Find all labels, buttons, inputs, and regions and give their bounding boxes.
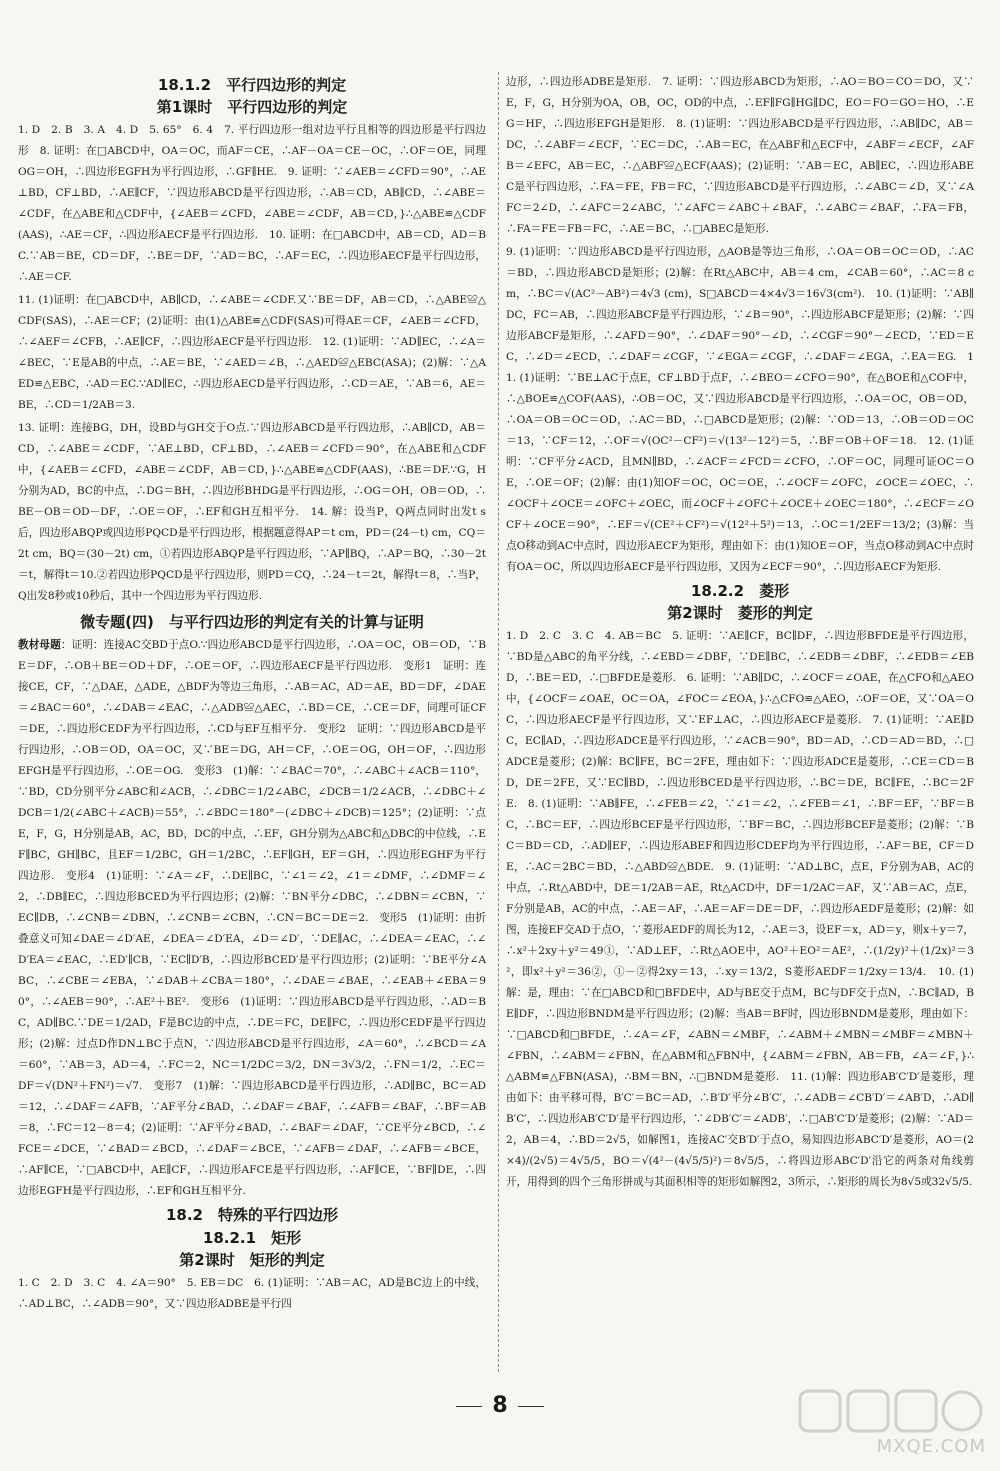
watermark-logo: [796, 1387, 986, 1457]
section-subtitle: 第2课时 菱形的判定: [667, 604, 813, 622]
dash-left: [456, 1406, 482, 1407]
dash-right: [518, 1406, 544, 1407]
answer-page: [18, 72, 982, 1372]
section-title: 微专题(四) 与平行四边形的判定有关的计算与证明: [80, 613, 424, 631]
answer-paragraph: 11. (1)证明：在□ABCD中，AB∥CD，∴∠ABE＝∠CDF.又∵BE＝DF，AB＝CD，∴△ABE≌△CDF(SAS)，∴AE＝CF；(2)证明：由(1)△ABE≌△CDF(SAS)可得AE＝CF，∠AEB＝∠CFD，∴∠AEF＝∠CFB，∴AE∥CF，∴四边形AECF是平行四边形. 12. (1)证明：∵AD∥EC，∴∠A＝∠BEC，∵E是AB的中点，∴AE＝BE，∵∠AED＝∠B，∴△AED≌△EBC(ASA)；(2)解：∵△AED≌△EBC，∴AD＝EC.∵AD∥EC，∴四边形AECD是平行四边形，∴CD＝AE，∵AB＝6，AE＝BE，∴CD＝1/2AB＝3.: [18, 294, 486, 411]
section-title: 18.2.1 矩形: [202, 1229, 302, 1247]
answer-paragraph: 1. C 2. D 3. C 4. ∠A＝90° 5. EB＝DC 6. (1)证明：∵AB＝AC，AD是BC边上的中线，∴AD⊥BC，∴∠ADB＝90°，又∵四边形ADBE是平行四: [18, 1277, 486, 1310]
column-divider: [498, 72, 499, 1372]
answer-paragraph: 13. 证明：连接BG，DH，设BD与GH交于O点.∵四边形ABCD是平行四边形，∴AB∥CD，AB＝CD，∴∠ABE＝∠CDF，∵AE⊥BD，CF⊥BD，∴∠AEB＝∠CFD＝90°，在△ABE和△CDF中，{∠AEB＝∠CFD，∠ABE＝∠CDF，AB＝CD，}∴△ABE≌△CDF(AAS)，∴BE＝DF.∵G，H分别为AD，BC的中点，∴DG＝BH，∴四边形BHDG是平行四边形，∴OG＝OH，OB＝OD，∴BE－OB＝OD－DF，∴OE＝OF，∴EF和GH互相平分. 14. 解：设当P，Q两点同时出发t s后，四边形ABQP或四边形PQCD是平行四边形，根据题意得AP＝t cm，PD＝(24－t) cm，CQ＝2t cm，BQ＝(30－2t) cm，①若四边形ABQP是平行四边形，∵AP∥BQ，∴AP＝BQ，∴30－2t＝t，解得t＝10.②若四边形PQCD是平行四边形，则PD＝CQ，∴24－t＝2t，解得t＝8，∴当P，Q出发8秒或10秒后，其中一个四边形为平行四边形.: [18, 422, 486, 602]
answer-paragraph: 1. D 2. C 3. C 4. AB＝BC 5. 证明：∵AE∥CF，BC∥DF，∴四边形BFDE是平行四边形，∵BD是△ABC的角平分线，∴∠EBD＝∠DBF，∵DE∥BC，∴∠EDB＝∠DBF，∴∠EDB＝∠EBD，∴BE＝ED，∴□BFDE是菱形. 6. 证明：∵AB∥DC，∴∠OCF＝∠OAE，在△CFO和△AEO中，{∠OCF＝∠OAE，OC＝OA，∠FOC＝∠EOA，}∴△CFO≌△AEO，∴OF＝OE，又∵OA＝OC，∴四边形AECF是平行四边形，又∵EF⊥AC，∴四边形AECF是菱形. 7. (1)证明：∵AE∥DC，EC∥AD，∴四边形ADCE是平行四边形，∵∠ACB＝90°，BD＝AD，∴CD＝AD＝BD，∴□ADCE是菱形；(2)解：BC∥FE，BC＝2FE，理由如下：∵四边形ADCE是菱形，∴CE＝CD＝BD，DE＝2FE，又∵EC∥BD，∴四边形BCED是平行四边形，∴BC＝DE，BC∥FE，∴BC＝2FE. 8. (1)证明：∵AB∥FE，∴∠FEB＝∠2，∵∠1＝∠2，∴∠FEB＝∠1，∴BF＝EF，∵BF＝BC，∴BC＝EF，∴四边形BCEF是平行四边形，∵BF＝BC，∴四边形BCEF是菱形；(2)解：∵BC＝BD＝CD，∴AD∥EF，∴四边形ABEF和四边形CDEF均为平行四边形，∴AF＝BE，CF＝DE，∴AC＝2BC＝BD，∴△ABD≌△BDE. 9. (1)证明：∵AD⊥BC，点E，F分别为AB，AC的中点，∴Rt△ABD中，DE＝1/2AB＝AE，Rt△ACD中，DF＝1/2AC＝AF，又∵AB＝AC，点E，F分别是AB，AC的中点，∴AE＝AF，∴AE＝AF＝DE＝DF，∴四边形AEDF是菱形；(2)解：如图，连接EF交AD于点O，∵菱形AEDF的周长为12，∴AE＝3，设EF＝x，AD＝y，则x＋y＝7，∴x²＋2xy＋y²＝49①，∵AD⊥EF，∴Rt△AOE中，AO²＋EO²＝AE²，∴(1/2y)²＋(1/2x)²＝3²，即x²＋y²＝36②，①－②得2xy＝13，∴xy＝13/2，S菱形AEDF＝1/2xy＝13/4. 10. (1)解：是，理由：∵在□ABCD和□BFDE中，AD与BE交于点M，BC与DF交于点N，∴BC∥AD，BE∥DF，∴四边形BNDM是平行四边形；(2)解：当AB＝BF时，四边形BNDM是菱形，理由如下：∵□ABCD和□BFDE，∴∠A＝∠F，∠ABN＝∠MBF，∴∠ABM＋∠MBN＝∠MBF＝∠MBN＋∠FBN，∴∠ABM＝∠FBN，在△ABM和△FBN中，{∠ABM＝∠FBN，AB＝FB，∠A＝∠F，}∴△ABM≌△FBN(ASA)，∴BM＝BN，∴□BNDM是菱形. 11. (1)解：四边形AB′C′D′是菱形，理由如下：由平移可得，B′C′＝BC＝AD，∴B′D′平分∠B′C′，∴∠ADB＝∠CB′D′＝∠AB′D，∴AD∥B′C′，∴四边形AB′C′D′是平行四边形，∵∠DB′C′＝∠ADB′，∴□AB′C′D′是菱形；(2)解：∵AD＝2，AB＝4，∴BD＝2√5，如解图1，连接AC′交B′D′于点O，易知四边形ABC′D′是菱形，AO＝(2×4)/(2√5)＝4√5/5，BO＝√(4²－(4√5/5)²)＝8√5/5，∴将四边形ABC′D′沿它的两条对角线剪开，用得到的四个三角形拼成与其面积相等的矩形如解图2，3所示，∴矩形的周长为8√5或32√5/5.: [506, 630, 974, 1188]
answer-paragraph: [18, 635, 486, 1202]
section-subtitle: 第2课时 矩形的判定: [179, 1251, 325, 1269]
answer-paragraph: 1. D 2. B 3. A 4. D 5. 65° 6. 4 7. 平行四边形一组对边平行且相等的四边形是平行四边形 8. 证明：在□ABCD中，OA＝OC，而AF＝CE，∴AF－OA＝CE－OC，∴OF＝OE，同理OG＝OH，∴四边形EGFH为平行四边形，∴GF∥HE. 9. 证明：∵∠AEB＝∠CFD＝90°，∴AE⊥BD，CF⊥BD，∴AE∥CF，∵四边形ABCD是平行四边形，∴AB＝CD，AB∥CD，∴∠ABE＝∠CDF，在△ABE和△CDF中，{∠AEB＝∠CFD，∠ABE＝∠CDF，AB＝CD，}∴△ABE≌△CDF(AAS)，∴AE＝CF，∴四边形AECF是平行四边形. 10. 证明：在□ABCD中，AB＝CD，AD＝BC.∵AB＝BE，CD＝DF，∴BE＝DF，∵AD＝BC，∴AF＝EC，∴四边形AECF是平行四边形，∴AE＝CF.: [18, 124, 486, 283]
watermark-icon: [796, 1387, 986, 1435]
section-title: 18.2 特殊的平行四边形: [165, 1206, 338, 1224]
answer-paragraph: 边形，∴四边形ADBE是矩形. 7. 证明：∵四边形ABCD为矩形，∴AO＝BO＝CO＝DO，又∵E，F，G，H分别为OA，OB，OC，OD的中点，∴EF∥FG∥HG∥DC，EO＝FO＝GO＝HO，∴EG＝HF，∴四边形EFGH是矩形. 8. (1)证明：∵四边形ABCD是平行四边形，∴AB∥DC，AB＝DC，∴∠ABF＝∠ECF，∵EC＝DC，∴AB＝EC，在△ABF和△ECF中，∠ABF＝∠ECF，∠AFB＝∠EFC，AB＝EC，∴△ABF≌△ECF(AAS)；(2)证明：∵AB＝EC，AB∥EC，∴四边形ABEC是平行四边形，∴FA＝FE，FB＝FC，∵四边形ABCD是平行四边形，∴∠ABC＝∠D，又∵∠AFC＝2∠D，∴∠AFC＝2∠ABC，∵∠AFC＝∠ABC＋∠BAF，∴∠ABC＝∠BAF，∴FA＝FB，∴FA＝FE＝FB＝FC，∴AE＝BC，∴□ABEC是矩形.: [506, 76, 974, 235]
section-subtitle: 第1课时 平行四边形的判定: [156, 98, 348, 116]
section-title: 18.2.2 菱形: [690, 582, 790, 600]
answer-paragraph: 9. (1)证明：∵四边形ABCD是平行四边形，△AOB是等边三角形，∴OA＝OB＝OC＝OD，∴AC＝BD，∴四边形ABCD是矩形；(2)解：在Rt△ABC中，AB＝4 cm，∠CAB＝60°，∴AC＝8 cm，∴BC＝√(AC²－AB²)＝4√3 (cm)，S□ABCD＝4×4√3＝16√3(cm²). 10. (1)证明：∵AB∥DC，FC＝AB，∴四边形ABCF是平行四边形，∵∠B＝90°，∴四边形ABCF是矩形；(2)解：∵四边形ABCF是矩形，∴∠AFD＝90°，∴∠DAF＝90°－∠D，∴∠CGF＝90°－∠ECD，∵ED＝EC，∴∠D＝∠ECD，∴∠DAF＝∠CGF，∵∠EGA＝∠CGF，∴∠DAF＝∠EGA，∴EA＝EG. 11. (1)证明：∵BE⊥AC于点E，CF⊥BD于点F，∴∠BEO＝∠CFO＝90°，在△BOE和△COF中，∴△BOE≌△COF(AAS)，∴OB＝OC，又∵四边形ABCD是平行四边形，∴OA＝OC，OB＝OD，∴OA＝OB＝OC＝OD，∴AC＝BD，∴□ABCD是矩形；(2)解：∵OD＝13，∴OB＝OD＝OC＝13，∵CF＝12，∴OF＝√(OC²－CF²)＝√(13²－12²)＝5，∴BF＝OB＋OF＝18. 12. (1)证明：∵CF平分∠ACD，且MN∥BD，∴∠ACF＝∠FCD＝∠CFO，∴OF＝OC，同理可证OC＝OE，∴OE＝OF；(2)解：由(1)知OF＝OC，OC＝OE，∴∠OCF＝∠OFC，∠OCE＝∠OEC，∴∠OCF＋∠OCE＝∠OFC＋∠OEC，而∠OCF＋∠OFC＋∠OCE＋∠OEC＝180°，∴∠ECF＝∠OCF＋∠OCE＝90°，∴EF＝√(CE²＋CF²)＝√(12²＋5²)＝13，∴OC＝1/2EF＝13/2；(3)解：当点O移动到AC中点时，四边形AECF为矩形，理由如下：由(1)知OE＝OF，当点O移动到AC中点时有OA＝OC，所以四边形AECF是平行四边形，又因为∠ECF＝90°，∴四边形AECF为矩形.: [506, 246, 974, 573]
right-column: [506, 72, 974, 1195]
paragraph-lead: 教材母题: [18, 639, 61, 651]
paragraph-body: ：证明：连接AC交BD于点O.∵四边形ABCD是平行四边形，∴OA＝OC，OB＝OD，∵BE＝DF，∴OB＋BE＝OD＋DF，∴OE＝OF，∴四边形AECF是平行四边形. 变形1 证明：连接CE，CF，∵△DAE，△ADE，△BDF为等边三角形，∴AB＝AC，AD＝AE，BD＝DF，∠DAE＝∠BAC＝60°，∴∠DAB＝∠EAC，∴△ADB≌△AEC，∴BD＝CE，∴CE＝DF，同理可证CF＝DE，∴四边形CEDF为平行四边形，∴CD与EF互相平分. 变形2 证明：∵四边形ABCD是平行四边形，∴OB＝OD，OA＝OC，又∵BE＝DG，AH＝CF，∴OE＝OG，OH＝OF，∴四边形EFGH是平行四边形，∴OE＝OG. 变形3 (1)解：∵∠BAC＝70°，∴∠ABC＋∠ACB＝110°，∵BD，CD分别平分∠ABC和∠ACB，∴∠DBC＝1/2∠ABC，∠DCB＝1/2∠ACB，∴∠DBC＋∠DCB＝1/2(∠ABC＋∠ACB)＝55°，∴∠BDC＝180°－(∠DBC＋∠DCB)＝125°；(2)证明：∵点E，F，G，H分别是AB，AC，BD，DC的中点，∴EF，GH分别为△ABC和△DBC的中位线，∴EF∥BC，GH∥BC，且EF＝1/2BC，GH＝1/2BC，∴EF∥GH，EF＝GH，∴四边形EGHF为平行四边形. 变形4 (1)证明：∵∠A＝∠F，∴DE∥BC，∵∠1＝∠2，∠1＝∠DMF，∴∠DMF＝∠2，∴DB∥EC，∴四边形BCED为平行四边形；(2)解：∵BN平分∠DBC，∴∠DBN＝∠CBN，∵EC∥DB，∴∠CNB＝∠DBN，∴∠CNB＝∠CBN，∴CN＝BC＝DE＝2. 变形5 (1)证明：由折叠意义可知∠DAE＝∠D′AE，∠DEA＝∠D′EA，∠D＝∠D′，∵DE∥AC，∴∠DEA＝∠EAC，∴∠D′EA＝∠EAC，∴ED′∥CB，∵EC∥D′B，∴四边形BCED′是平行四边形；(2)证明：∵BE平分∠ABC，∴∠CBE＝∠EBA，∵∠DAB＋∠CBA＝180°，∴∠DAE＝∠BAE，∴∠EAB＋∠EBA＝90°，∴∠AEB＝90°，∴AE²＋BE². 变形6 (1)证明：∵四边形ABCD是平行四边形，∴AD＝BC，AD∥BC.∵DE＝1/2AD，F是BC边的中点，∴DE＝FC，DE∥FC，∴四边形CEDF是平行四边形；(2)解：过点D作DN⊥BC于点N，∵四边形ABCD是平行四边形，∠A＝60°，∴∠BCD＝∠A＝60°，∵AB＝3，AD＝4，∴FC＝2，NC＝1/2DC＝3/2，DN＝3√3/2，∴FN＝1/2，∴EC＝DF＝√(DN²＋FN²)＝√7. 变形7 (1)解：∵四边形ABCD是平行四边形，∴AD∥BC，BC＝AD＝12，∴∠DAF＝∠AFB，∵AF平分∠BAD，∴∠DAF＝∠BAF，∴∠AFB＝∠BAF，∴BF＝AB＝8，∴FC＝12－8＝4；(2)证明：∵AF平分∠BAD，∴∠BAF＝∠DAF，∵CE平分∠BCD，∴∠FCE＝∠DCE，∵∠BAD＝∠BCD，∴∠DAF＝∠BCE，∵∠AFB＝∠DAF，∴∠AFB＝∠BCE，∴AF∥CE，∵□ABCD中，AE∥CF，∴四边形AFCE是平行四边形，∴AF∥CE，∵BF∥DE，∴四边形EGFH是平行四边形，∴EF和GH互相平分.: [18, 639, 487, 1197]
left-column: [18, 72, 486, 1317]
watermark-text: MXQE.COM: [876, 1436, 986, 1457]
section-title: 18.1.2 平行四边形的判定: [157, 76, 347, 94]
page-number-text: 8: [492, 1393, 508, 1418]
